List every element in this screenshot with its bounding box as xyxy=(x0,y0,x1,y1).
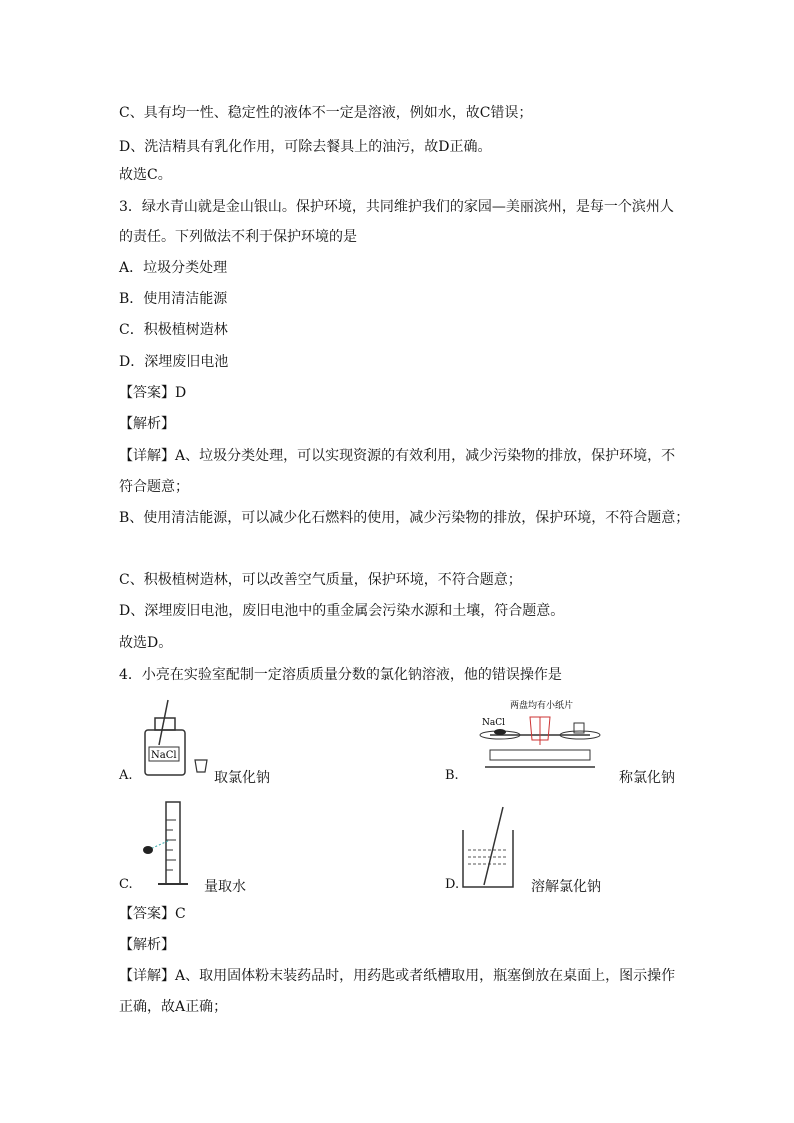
text-line-c: C、具有均一性、稳定性的液体不一定是溶液，例如水，故C错误； xyxy=(119,105,533,121)
option-a-caption: 取氯化钠 xyxy=(214,770,270,786)
question-3-detail-c: C、积极植树造林，可以改善空气质量，保护环境，不符合题意； xyxy=(119,572,522,588)
option-b-label: B. xyxy=(445,768,459,783)
option-d-label: D. xyxy=(445,877,460,892)
text-line-choose: 故选C。 xyxy=(119,167,172,183)
question-3-detail-b: B、使用清洁能源，可以减少化石燃料的使用，减少污染物的排放，保护环境，不符合题意； xyxy=(119,510,690,526)
beaker-figure xyxy=(458,805,528,890)
option-c-caption: 量取水 xyxy=(204,879,246,895)
option-c-label: C. xyxy=(119,877,133,892)
balance-note: 两盘均有小纸片 xyxy=(510,701,574,711)
question-3-detail-a2: 符合题意； xyxy=(119,479,189,495)
option-a-label: A. xyxy=(119,768,133,783)
question-3-detail-a: 【详解】A、垃圾分类处理，可以实现资源的有效利用，减少污染物的排放，保护环境，不 xyxy=(119,448,676,464)
question-3-option-b: B．使用清洁能源 xyxy=(119,291,228,307)
question-3-choose: 故选D。 xyxy=(119,635,173,651)
cylinder-figure xyxy=(140,800,200,890)
question-4-answer: 【答案】C xyxy=(119,906,186,922)
balance-figure xyxy=(470,695,610,780)
question-3-stem-a: 3．绿水青山就是金山银山。保护环境，共同维护我们的家园—美丽滨州，是每一个滨州人 xyxy=(119,199,674,215)
question-4-detail-a2: 正确，故A正确； xyxy=(119,999,228,1015)
question-4-detail-a: 【详解】A、取用固体粉末装药品时，用药匙或者纸槽取用，瓶塞倒放在桌面上，图示操作 xyxy=(119,968,676,984)
question-3-option-d: D．深埋废旧电池 xyxy=(119,354,229,370)
bottle-label: NaCl xyxy=(151,750,177,761)
question-3-analysis: 【解析】 xyxy=(119,416,175,432)
text-line-d: D、洗洁精具有乳化作用，可除去餐具上的油污，故D正确。 xyxy=(119,139,492,155)
question-3-option-c: C．积极植树造林 xyxy=(119,322,228,338)
bottle-figure xyxy=(135,700,215,780)
question-3-detail-d: D、深埋废旧电池，废旧电池中的重金属会污染水源和土壤，符合题意。 xyxy=(119,603,565,619)
question-3-stem-b: 的责任。下列做法不利于保护环境的是 xyxy=(119,229,357,245)
question-3-answer: 【答案】D xyxy=(119,385,187,401)
question-4-stem: 4．小亮在实验室配制一定溶质质量分数的氯化钠溶液，他的错误操作是 xyxy=(119,667,562,683)
balance-pan-label: NaCl xyxy=(482,718,506,728)
question-4-analysis: 【解析】 xyxy=(119,937,175,953)
option-d-caption: 溶解氯化钠 xyxy=(531,879,601,895)
option-b-caption: 称氯化钠 xyxy=(619,770,675,786)
question-3-option-a: A．垃圾分类处理 xyxy=(119,260,228,276)
